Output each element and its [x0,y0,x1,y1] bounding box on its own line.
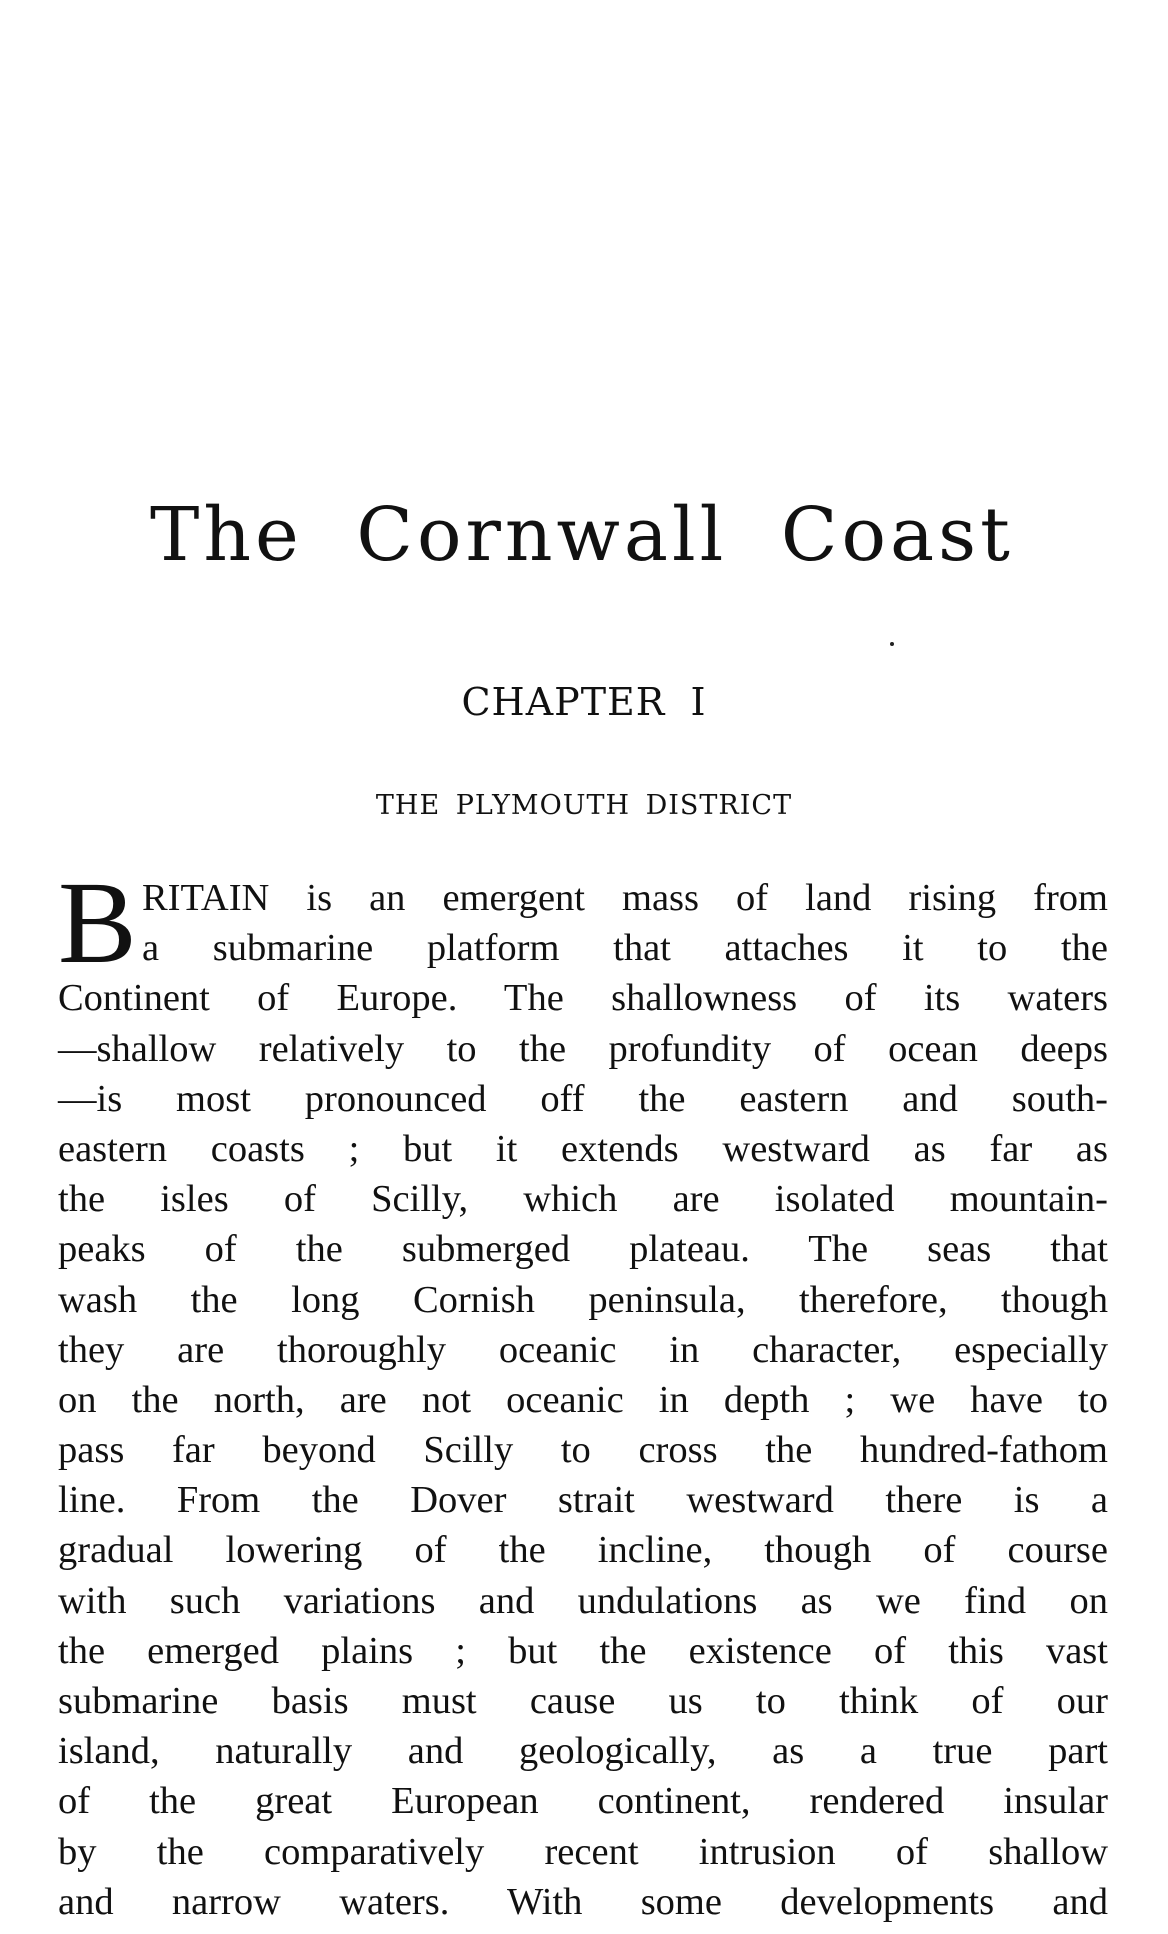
text-line: eastern coasts ; but it extends westward as far as [58,1127,1108,1170]
book-title: The Cornwall Coast [150,492,1014,578]
chapter-subtitle: THE PLYMOUTH DISTRICT [375,790,793,821]
text-line: —shallow relatively to the profundity of ocean deeps [58,1027,1108,1070]
text-line: island, naturally and geologically, as a true part [58,1730,1108,1773]
text-line: wash the long Cornish peninsula, therefore, though [58,1278,1108,1321]
text-line: the emerged plains ; but the existence of this vast [58,1629,1108,1672]
text-line: Continent of Europe. The shallowness of its waters [58,977,1108,1020]
text-line: on the north, are not oceanic in depth ; we have to [58,1378,1108,1421]
drop-cap: B [58,857,137,988]
text-line: RITAIN is an emergent mass of land rising from [142,877,1108,919]
text-line: peaks of the submerged plateau. The seas that [58,1228,1108,1271]
text-line: by the comparatively recent intrusion of shallow [58,1830,1108,1873]
text-line: with such variations and undulations as we find on [58,1579,1108,1622]
chapter-body [58,873,1108,1927]
text-line: gradual lowering of the incline, though of course [58,1529,1108,1572]
text-line: of the great European continent, rendered insular [58,1780,1108,1823]
chapter-heading: CHAPTER I [461,680,707,724]
text-line: submarine basis must cause us to think of our [58,1680,1108,1722]
text-line: and narrow waters. With some developments and [58,1880,1108,1923]
text-line: a submarine platform that attaches it to the [142,927,1108,970]
text-line: line. From the Dover strait westward there is a [58,1479,1108,1522]
text-line: —is most pronounced off the eastern and south- [58,1077,1108,1120]
print-speck [890,642,894,646]
text-line: they are thoroughly oceanic in character, especially [58,1328,1108,1371]
text-line: the isles of Scilly, which are isolated mountain- [58,1178,1108,1221]
text-line: pass far beyond Scilly to cross the hundred-fathom [58,1429,1108,1472]
